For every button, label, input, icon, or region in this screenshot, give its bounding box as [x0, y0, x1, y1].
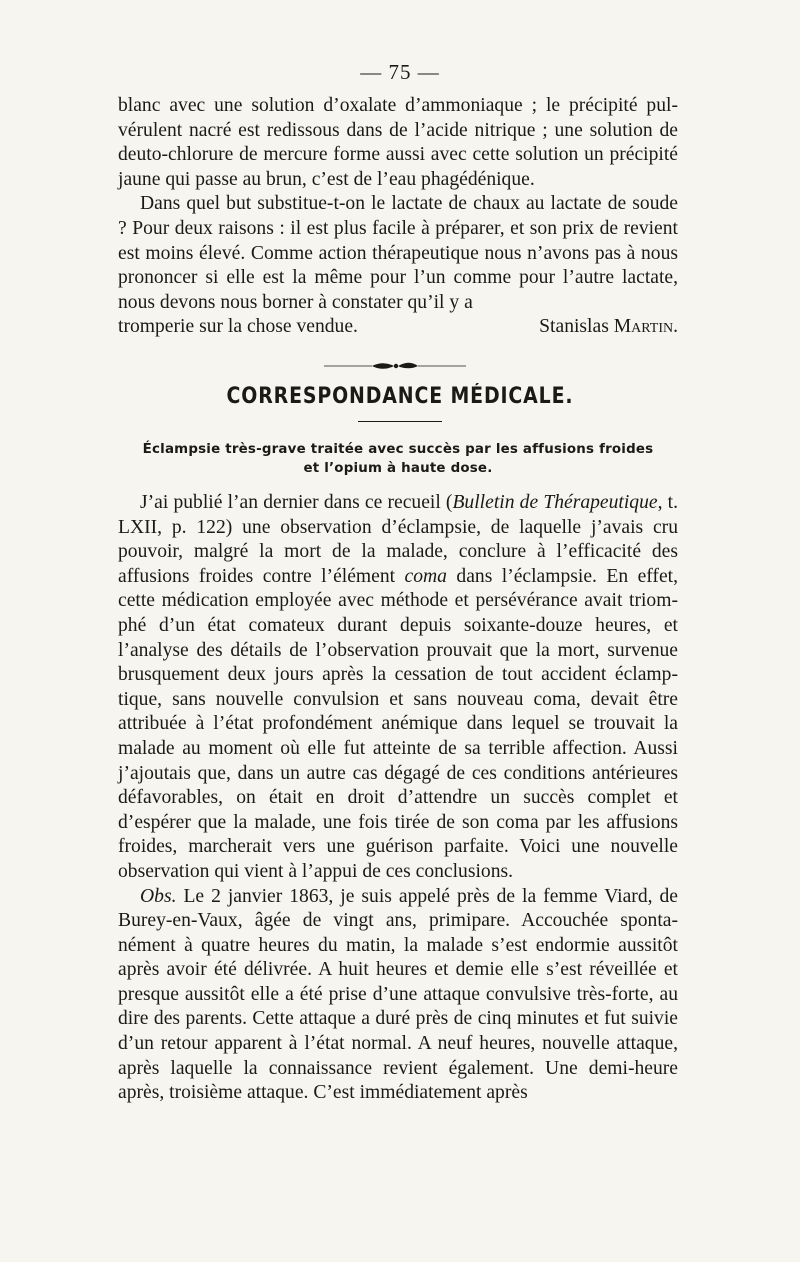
observation-label: Obs.: [140, 885, 177, 907]
article-title-line-2: et l’opium à haute dose.: [303, 461, 493, 476]
paragraph-observation: [118, 885, 678, 1106]
intro-text-start: J’ai publié l’an dernier dans ce recueil (: [140, 492, 453, 513]
signature-first-name: Stanislas: [539, 316, 609, 338]
journal-title: Bulletin de Thérapeutique: [452, 492, 658, 513]
title-underline: [358, 421, 442, 422]
signature: [539, 315, 678, 340]
paragraph-introduction: [118, 491, 678, 885]
signature-last-name: Martin.: [613, 316, 678, 338]
article-title-line-1: Éclampsie très-grave traitée avec succès par les affusions froides: [142, 442, 654, 457]
main-text-block: [118, 491, 678, 1106]
top-text-block: [118, 94, 678, 340]
paragraph-lactate: Dans quel but substitue-t-on le lactate de chaux au lactate de soude ? Pour deux raisons : il est plus facile à préparer, et son prix de revient est moins élevé. Comme action thérapeutique nous n’avons pas à nous prononcer si elle est la même pour l’un comme pour l’autre lactate, nous devons nous borner à constater qu’il y a: [118, 193, 678, 313]
page-number: — 75 —: [360, 60, 440, 84]
signature-line: [118, 315, 678, 340]
observation-text: Le 2 janvier 1863, je suis appelé près de la femme Viard, de Burey-en-Vaux, âgée de vingt ans, primipare. Accouchée spontanément à quatre heures du matin, la malade s’est endormie aussitôt après avoir été délivrée. A huit heures et demie elle s’est réveillée et presque aussitôt elle a été prise d’une attaque convulsive très-forte, au dire des parents. Cette attaque a duré près de cinq minutes et fut suivie d’un retour apparent à l’état normal. A neuf heures, nouvelle attaque, après laquelle la connaissance revient également. Une demi-heure après, troisième attaque. C’est immédiatement après: [118, 885, 678, 1104]
intro-text-end: dans l’éclampsie. En effet, cette médication employée avec méthode et persévérance avait triomphé d’un état comateux durant depuis soixante-douze heures, et l’analyse des détails de l’observation prouvait que la mort, survenue brusquement deux jours après la cessation de tout accident éclamptique, sans nouvelle convulsion et sans nouveau coma, devait être attribuée à l’état profondément anémique dans lequel se trouvait la malade au moment où elle fut atteinte de sa terrible affection. Aussi j’ajoutais que, dans un autre cas dégagé de ces conditions antérieures défavorables, on était en droit d’attendre un succès complet et d’espérer que la malade, une fois tirée de son coma par les affusions froides, marcherait vers une guérison parfaite. Voici une nouvelle observation qui vient à l’appui de ces conclusions.: [118, 565, 678, 882]
signature-lead-text: tromperie sur la chose vendue.: [118, 316, 358, 338]
coma-term: coma: [404, 565, 447, 587]
paragraph-continuation: blanc avec une solution d’oxalate d’ammoniaque ; le précipité pulvérulent nacré est redissous dans de l’acide nitrique ; une solution de deuto-chlorure de mercure forme aussi avec cette solution un précipité jaune qui passe au brun, c’est de l’eau phagédénique.: [118, 95, 678, 190]
section-title: CORRESPONDANCE MÉDICALE.: [226, 384, 574, 409]
ornament-divider-icon: [320, 357, 470, 373]
article-title: [118, 440, 678, 478]
intro-text-middle: , t. LXII, p. 122) une observation d’éclampsie, de laquelle j’avais cru pouvoir, malgré la mort de la malade, conclure à l’efficacité des affusions froides contre l’élément: [118, 492, 679, 587]
